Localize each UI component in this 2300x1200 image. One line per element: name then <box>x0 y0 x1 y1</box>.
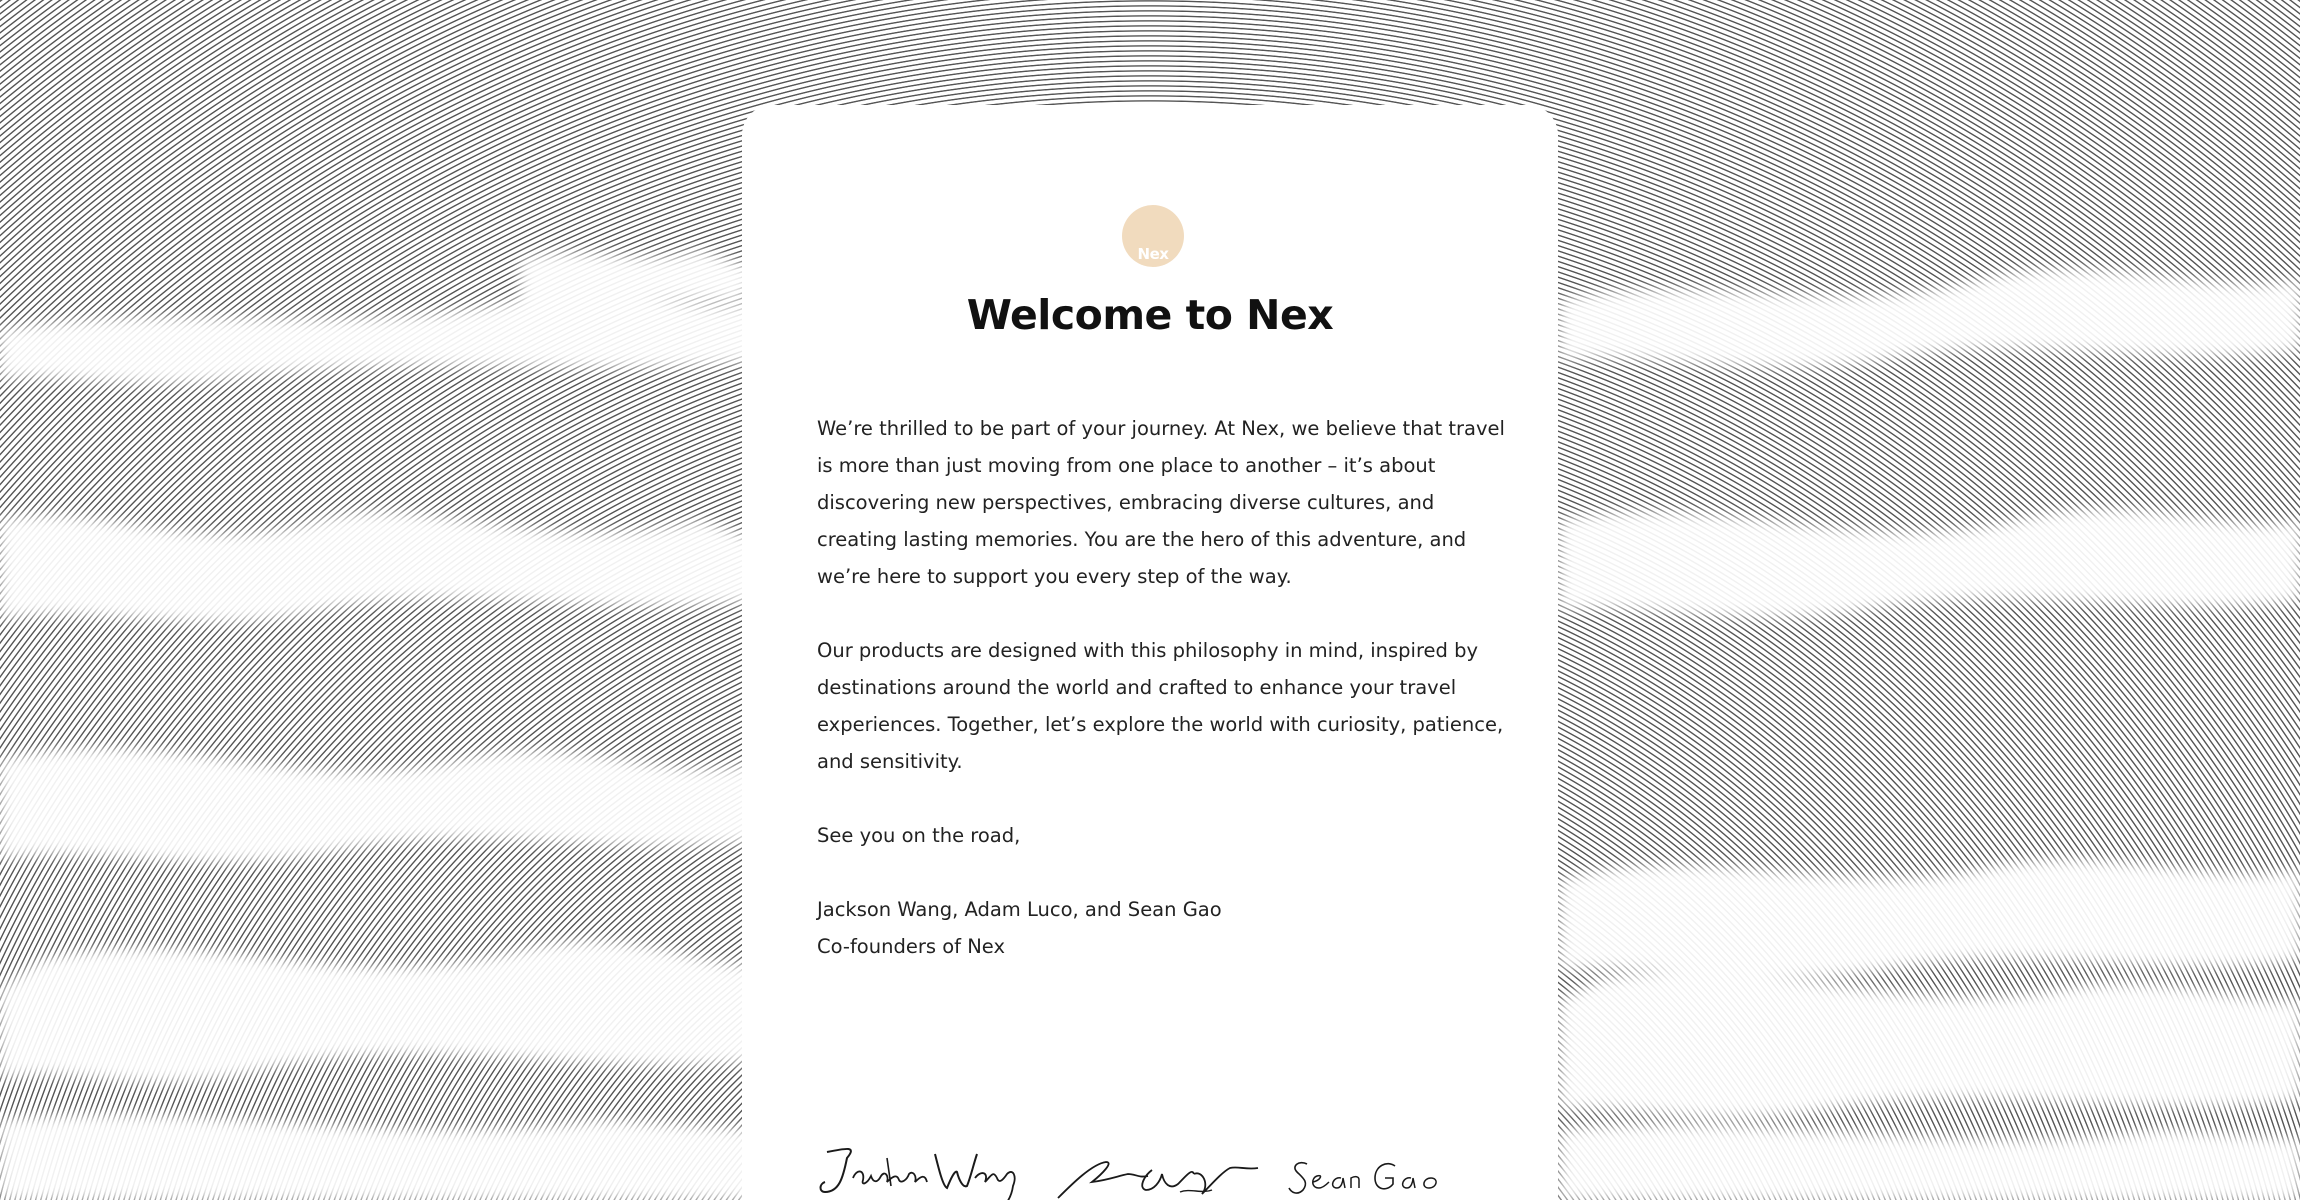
letter-body <box>817 410 1507 965</box>
letter-paragraph-2: Our products are designed with this philosophy in mind, inspired by destinations around the world and crafted to enhance your travel experiences. Together, let’s explore the world with curiosity, patience, and sensitivity. <box>817 639 1504 773</box>
cofounder-names: Jackson Wang, Adam Luco, and Sean Gao <box>817 898 1222 921</box>
page-title: Welcome to Nex <box>966 291 1334 339</box>
nex-logo <box>1122 205 1184 267</box>
letter-paragraph-1: We’re thrilled to be part of your journey. At Nex, we believe that travel is more than just moving from one place to another – it’s about discovering new perspectives, embracing diverse cultures, and creating lasting memories. You are the hero of this adventure, and we’re here to support you every step of the way. <box>817 417 1505 588</box>
signature-sean-gao-icon <box>1287 1148 1457 1200</box>
signatures-row <box>817 1130 1507 1200</box>
signature-jackson-wang-icon <box>817 1130 1027 1200</box>
cofounder-role: Co-founders of Nex <box>817 935 1005 958</box>
signature-adam-luco-icon <box>1052 1140 1267 1200</box>
welcome-letter-card <box>742 105 1558 1200</box>
letter-closing: See you on the road, <box>817 824 1021 847</box>
logo-text: Nex <box>1137 245 1169 263</box>
